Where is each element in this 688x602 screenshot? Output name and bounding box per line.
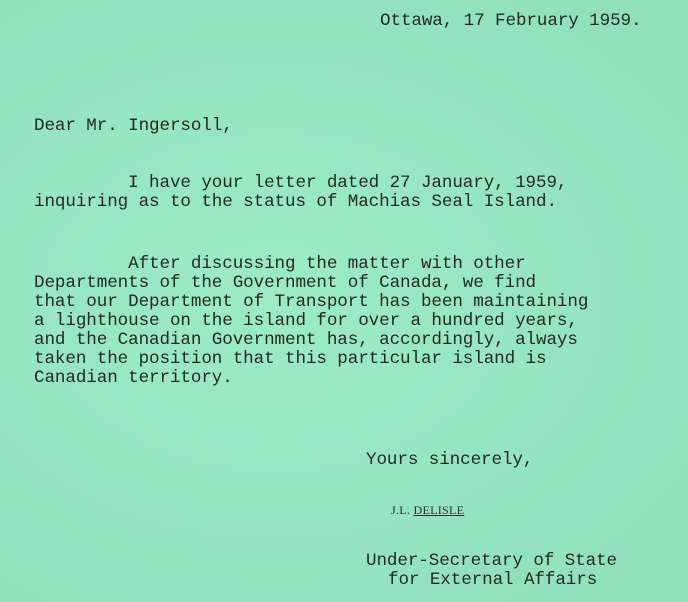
signature-surname: DELISLE bbox=[413, 503, 465, 517]
paragraph-2-line: taken the position that this particular island is bbox=[34, 349, 547, 369]
title-line-1: Under-Secretary of State bbox=[366, 551, 617, 571]
letter-date: Ottawa, 17 February 1959. bbox=[380, 11, 642, 31]
paragraph-1-line: I have your letter dated 27 January, 1959, bbox=[34, 173, 568, 193]
paragraph-2-line: After discussing the matter with other bbox=[34, 254, 526, 274]
paragraph-2 bbox=[34, 255, 588, 388]
salutation: Dear Mr. Ingersoll, bbox=[34, 116, 233, 136]
signatory-title bbox=[366, 552, 617, 590]
paragraph-1 bbox=[34, 174, 567, 212]
paragraph-2-line: Canadian territory. bbox=[34, 368, 233, 388]
signature-initials: J.L. bbox=[391, 503, 411, 517]
paragraph-2-line: that our Department of Transport has been maintaining bbox=[34, 292, 589, 312]
signature-stamp bbox=[391, 503, 464, 518]
paragraph-2-line: and the Canadian Government has, accordingly, always bbox=[34, 330, 578, 350]
paragraph-2-line: a lighthouse on the island for over a hundred years, bbox=[34, 311, 578, 331]
closing: Yours sincerely, bbox=[366, 450, 534, 470]
paragraph-2-line: Departments of the Government of Canada, we find bbox=[34, 273, 536, 293]
title-line-2: for External Affairs bbox=[388, 570, 598, 590]
paragraph-1-line: inquiring as to the status of Machias Seal Island. bbox=[34, 192, 557, 212]
